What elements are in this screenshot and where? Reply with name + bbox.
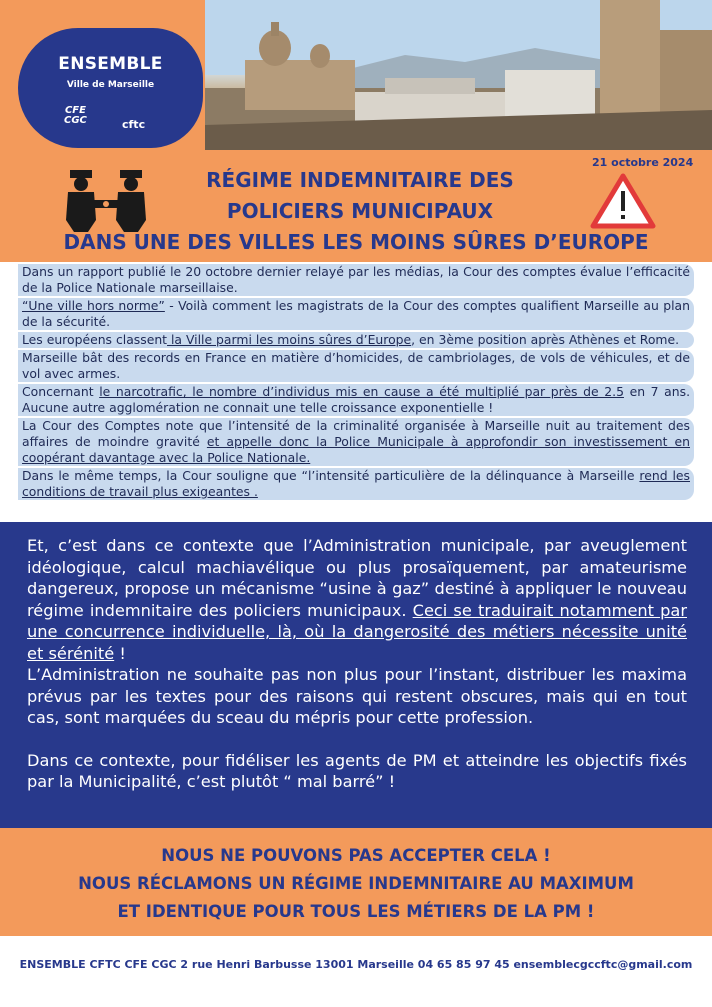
paragraph-4: Marseille bât des records en France en matière d’homicides, de cambriolages, de vols de véhicules, et de vol avec armes.	[18, 350, 694, 382]
cfe-cgc-logo: CFE CGC	[64, 105, 87, 126]
paragraph-1: Dans un rapport publié le 20 octobre dernier relayé par les médias, la Cour des comptes évalue l’efficacité de la Police Nationale marseillaise.	[18, 264, 694, 296]
title-line-1: RÉGIME INDEMNITAIRE DES	[206, 168, 514, 192]
paragraph-7: Dans le même temps, la Cour souligne que “l’intensité particulière de la délinquance à Marseille rend les conditions de travail plus exigeantes .	[18, 468, 694, 500]
paragraph-6: La Cour des Comptes note que l’intensité de la criminalité organisée à Marseille nuit au traitement des affaires de moindre gravité et appelle donc la Police Municipale à approfondir son investissement en coopérant davantage avec la Police Nationale.	[18, 418, 694, 466]
statement-paragraph-2: L’Administration ne souhaite pas non plus pour l’instant, distribuer les maxima prévus par les textes pour des raisons qui restent obscures, mais qui en tout cas, sont marquées du sceau du mépris pour cette profession.	[27, 665, 687, 727]
ensemble-logo	[18, 28, 203, 148]
logo-title: ENSEMBLE	[58, 54, 163, 74]
paragraph-5: Concernant le narcotrafic, le nombre d’individus mis en cause a été multiplié par près de 2.5 en 7 ans. Aucune autre agglomération ne connait une telle croissance exponentielle !	[18, 384, 694, 416]
cftc-logo: cftc	[122, 118, 146, 131]
statement-paragraph-1: Et, c’est dans ce contexte que l’Administration municipale, par aveuglement idéologique, calcul machiavélique ou plus prosaïquement, par amateurisme dangereux, propose un mécanisme “usine à gaz” destiné à appliquer le nouveau régime indemnitaire des policiers municipaux. Ceci se traduirait notamment par une concurrence individuelle, là, où la dangerosité des métiers nécessite unité et sérénité !	[27, 536, 687, 663]
demand-line-1: NOUS NE POUVONS PAS ACCEPTER CELA !	[161, 846, 551, 865]
paragraph-2: “Une ville hors norme” - Voilà comment les magistrats de la Cour des comptes qualifient Marseille au plan de la sécurité.	[18, 298, 694, 330]
police-officers-handshake-icon	[48, 170, 163, 232]
report-summary	[18, 264, 694, 502]
statement-paragraph-3: Dans ce contexte, pour fidéliser les agents de PM et atteindre les objectifs fixés par la Municipalité, c’est plutôt “ mal barré” !	[27, 750, 687, 791]
contact-footer: ENSEMBLE CFTC CFE CGC 2 rue Henri Barbusse 13001 Marseille 04 65 85 97 45 ensemblecgccftc@gmail.com	[19, 958, 693, 971]
paragraph-3: Les européens classent la Ville parmi les moins sûres d’Europe, en 3ème position après Athènes et Rome.	[18, 332, 694, 348]
publication-date: 21 octobre 2024	[592, 156, 694, 169]
statement-text	[27, 535, 687, 793]
demand-line-2: NOUS RÉCLAMONS UN RÉGIME INDEMNITAIRE AU MAXIMUM	[78, 874, 634, 893]
title-line-2: POLICIERS MUNICIPAUX	[226, 199, 494, 223]
logo-subtitle: Ville de Marseille	[66, 80, 155, 90]
title-line-3: DANS UNE DES VILLES LES MOINS SÛRES D’EUROPE	[63, 230, 649, 254]
demand-line-3: ET IDENTIQUE POUR TOUS LES MÉTIERS DE LA PM !	[117, 902, 595, 921]
cityscape-illustration	[205, 0, 712, 150]
warning-triangle-icon	[590, 173, 656, 229]
marseille-cityscape-photo	[205, 0, 712, 150]
